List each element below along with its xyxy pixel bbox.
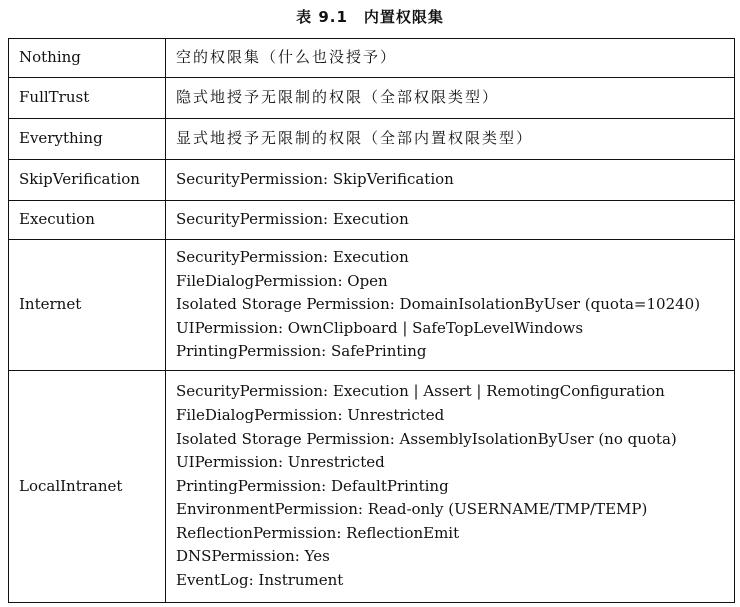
table-caption: 表 9.1 内置权限集 [296, 8, 444, 26]
description-line: SecurityPermission: Execution | Assert | RemotingConfiguration [176, 382, 665, 401]
table-row [9, 119, 735, 160]
permission-set-description [166, 201, 735, 240]
description-line: 显式地授予无限制的权限（全部内置权限类型） [176, 129, 534, 148]
description-line: PrintingPermission: DefaultPrinting [176, 476, 449, 495]
permission-set-name: Execution [9, 201, 166, 240]
description-line: 隐式地授予无限制的权限（全部权限类型） [176, 88, 500, 107]
table-row [9, 371, 735, 603]
description-line: UIPermission: OwnClipboard | SafeTopLevelWindows [176, 318, 584, 337]
description-line: Isolated Storage Permission: DomainIsolationByUser (quota=10240) [176, 295, 701, 314]
description-line: FileDialogPermission: Open [176, 271, 388, 290]
permission-set-name: SkipVerification [9, 160, 166, 201]
description-line: Isolated Storage Permission: AssemblyIsolationByUser (no quota) [176, 429, 677, 448]
permission-set-name: Everything [9, 119, 166, 160]
table-row [9, 201, 735, 240]
description-line: SecurityPermission: Execution [176, 210, 409, 229]
permission-set-name: LocalIntranet [9, 371, 166, 603]
description-line: UIPermission: Unrestricted [176, 453, 385, 472]
description-line: ReflectionPermission: ReflectionEmit [176, 523, 460, 542]
permission-set-description [166, 371, 735, 603]
permission-set-description [166, 78, 735, 119]
description-line: PrintingPermission: SafePrinting [176, 342, 427, 361]
description-line: EnvironmentPermission: Read-only (USERNAME/TMP/TEMP) [176, 500, 648, 519]
description-line: FileDialogPermission: Unrestricted [176, 405, 445, 424]
permission-set-description [166, 39, 735, 78]
description-line: DNSPermission: Yes [176, 547, 330, 566]
table-row [9, 240, 735, 371]
table-row [9, 160, 735, 201]
permission-set-name: Nothing [9, 39, 166, 78]
permission-set-name: FullTrust [9, 78, 166, 119]
permission-set-description [166, 160, 735, 201]
description-line: 空的权限集（什么也没授予） [176, 48, 398, 67]
table-row [9, 39, 735, 78]
permission-set-description [166, 119, 735, 160]
permission-sets-table [8, 38, 735, 603]
permission-set-name: Internet [9, 240, 166, 371]
table-row [9, 78, 735, 119]
description-line: EventLog: Instrument [176, 571, 344, 590]
description-line: SecurityPermission: Execution [176, 248, 409, 267]
description-line: SecurityPermission: SkipVerification [176, 170, 454, 189]
permission-set-description [166, 240, 735, 371]
